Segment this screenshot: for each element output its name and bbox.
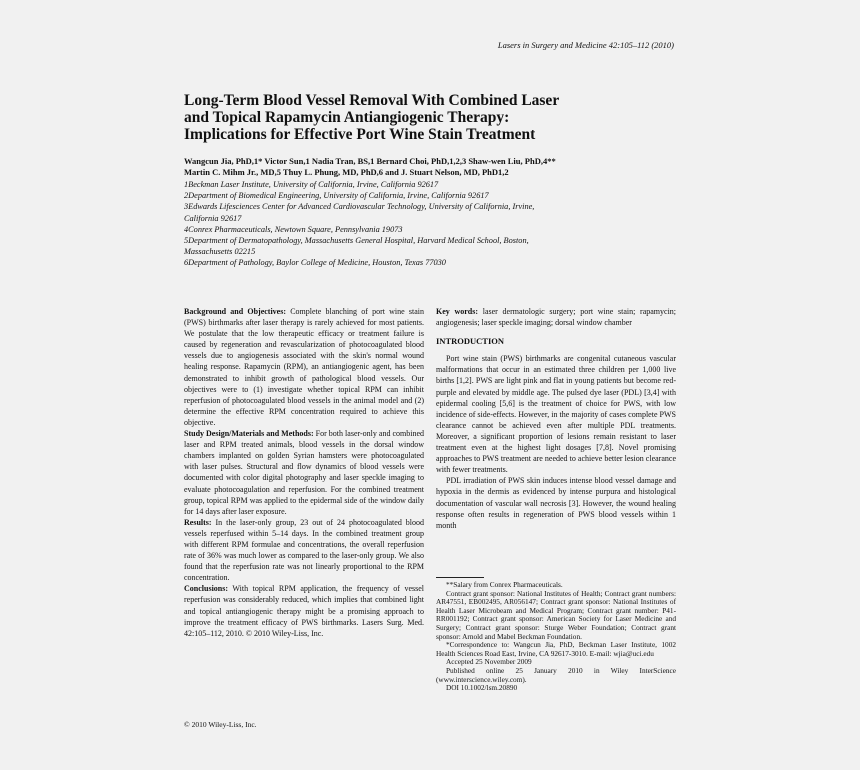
design-heading: Study Design/Materials and Methods: <box>184 429 314 439</box>
author-line: Martin C. Mihm Jr., MD,5 Thuy L. Phung, MD, PhD,6 and J. Stuart Nelson, MD, PhD1,2 <box>184 167 509 177</box>
keywords <box>436 306 676 328</box>
affiliation-line: 4Conrex Pharmaceuticals, Newtown Square, Pennsylvania 19073 <box>184 224 403 234</box>
footnote: *Correspondence to: Wangcun Jia, PhD, Beckman Laser Institute, 1002 Health Sciences Road East, Irvine, CA 92617-3010. E-mail: wjia@uci.edu <box>436 640 676 658</box>
affiliation-line: 5Department of Dermatopathology, Massachusetts General Hospital, Harvard Medical School, Boston, <box>184 236 529 246</box>
affiliation-list <box>184 179 684 269</box>
section-heading: INTRODUCTION <box>436 336 505 347</box>
title-line: Implications for Effective Port Wine Stain Treatment <box>184 126 536 143</box>
title-line: and Topical Rapamycin Antiangiogenic Therapy: <box>184 109 510 126</box>
design-text: For both laser-only and combined laser and RPM treated animals, blood vessels in the dorsal window chambers implanted on golden Syrian hamsters were photocoagulated with laser pulses. Structural and flow dynamics of blood vessels were documented with color digital photography and laser speckle imaging to evaluate photocoagulation and reperfusion. For the combined treatment group, topical RPM was applied to the epidermal side of the window daily for 14 days after laser exposure. <box>184 429 425 516</box>
affiliation-line: 6Department of Pathology, Baylor College of Medicine, Houston, Texas 77030 <box>184 258 446 268</box>
abstract-conclusions <box>184 583 424 638</box>
footnote: Accepted 25 November 2009 <box>446 657 532 667</box>
affiliation-line: 1Beckman Laser Institute, University of California, Irvine, California 92617 <box>184 180 439 189</box>
results-heading: Results: <box>184 517 212 527</box>
footnote: **Salary from Conrex Pharmaceuticals. <box>446 580 563 589</box>
abstract-results <box>184 517 424 584</box>
conclusions-text: With topical RPM application, the frequency of vessel reperfusion was considerably reduced, which implies that combined light and topical antiangiogenic therapy might be a promising approach to improve the treatment efficacy of PWS birthmarks. Lasers Surg. Med. 42:105–112, 2010. © 2010 Wiley-Liss, Inc. <box>184 584 424 638</box>
article-title <box>184 92 664 143</box>
journal-citation: Lasers in Surgery and Medicine 42:105–112 (2010) <box>497 40 674 50</box>
footnote-divider <box>436 577 484 578</box>
footnote: Contract grant sponsor: National Institutes of Health; Contract grant numbers: AR47551, EB002495, AR056147; Contract grant sponsor: National Institutes of Health Laser Microbeam and Medical Program; Contract grant number: P41-RR001192; Contract grant sponsor: American Society for Laser Medicine and Surgery; Contract grant sponsor: Sturge Weber Foundation; Contract grant sponsor: Arnold and Mabel Beckman Foundation. <box>436 588 676 641</box>
author-list <box>184 156 684 178</box>
footnotes <box>436 581 676 693</box>
affiliation-line: California 92617 <box>184 213 242 223</box>
affiliation-line: 3Edwards Lifesciences Center for Advanced Cardiovascular Technology, University of California, Irvine, <box>184 202 535 212</box>
body-column <box>436 306 676 531</box>
copyright: © 2010 Wiley-Liss, Inc. <box>184 720 257 729</box>
footnote: Published online 25 January 2010 in Wiley InterScience (www.interscience.wiley.com). <box>436 665 676 684</box>
keywords-heading: Key words: <box>436 307 479 316</box>
background-heading: Background and Objectives: <box>184 307 287 316</box>
results-text: In the laser-only group, 23 out of 24 photocoagulated blood vessels reperfused within 5–14 days. In the combined treatment group with different RPM formulae and concentrations, the overall reperfusion rate of 36% was much lower as compared to the laser-only group. We also found that the reperfusion rate was not linearly proportional to the RPM concentration. <box>184 517 424 583</box>
affiliation-line: Massachusetts 02215 <box>184 247 256 257</box>
title-line: Long-Term Blood Vessel Removal With Combined Laser <box>184 92 560 109</box>
intro-paragraph: PDL irradiation of PWS skin induces intense blood vessel damage and hypoxia in the dermis as evidenced by intense purpura and histological documentation of vascular wall necrosis [3]. However, the wound healing response often results in regeneration of PWS blood vessels within 1 month <box>436 476 676 530</box>
author-line: Wangcun Jia, PhD,1* Victor Sun,1 Nadia Tran, BS,1 Bernard Choi, PhD,1,2,3 Shaw-wen Liu, PhD,4** <box>184 156 556 166</box>
abstract-background <box>184 306 424 428</box>
conclusions-heading: Conclusions: <box>184 584 229 594</box>
keywords-text: laser dermatologic surgery; port wine stain; rapamycin; angiogenesis; laser speckle imaging; dorsal window chamber <box>436 307 677 328</box>
affiliation-line: 2Department of Biomedical Engineering, University of California, Irvine, California 92617 <box>184 191 489 201</box>
abstract-design <box>184 428 424 517</box>
abstract-column <box>184 306 424 639</box>
intro-paragraph: Port wine stain (PWS) birthmarks are congenital cutaneous vascular malformations that occur in an estimated three children per 1,000 live births [1,2]. PWS are light pink and flat in young patients but become red-purple and elevated by middle age. The pulsed dye laser (PDL) [3,4] with epidermal cooling [5,6] is the treatment of choice for PWS, with low incidence of side-effects. However, in the majority of cases complete PWS clearance cannot be achieved even after multiple PDL treatments. Moreover, a significant proportion of lesions remain resistant to laser treatment even at the highest light dosages [7,8]. Novel promising approaches to PWS treatment are needed to achieve better lesion clearance with fewer treatments. <box>436 354 676 475</box>
background-text: Complete blanching of port wine stain (PWS) birthmarks after laser therapy is rarely achieved for most patients. We postulate that the low therapeutic efficacy or treatment failure is caused by regeneration and revascularization of photocoagulated blood vessels due to angiogenesis associated with the skin's normal wound healing response. Rapamycin (RPM), an antiangiogenic agent, has been demonstrated to inhibit growth of pathological blood vessels. Our objectives were to (1) investigate whether topical RPM can inhibit reperfusion of photocoagulated blood vessels in the animal model and (2) determine the effective RPM concentration required to achieve this objective. <box>184 307 424 427</box>
footnote: DOI 10.1002/lsm.20890 <box>446 683 518 693</box>
